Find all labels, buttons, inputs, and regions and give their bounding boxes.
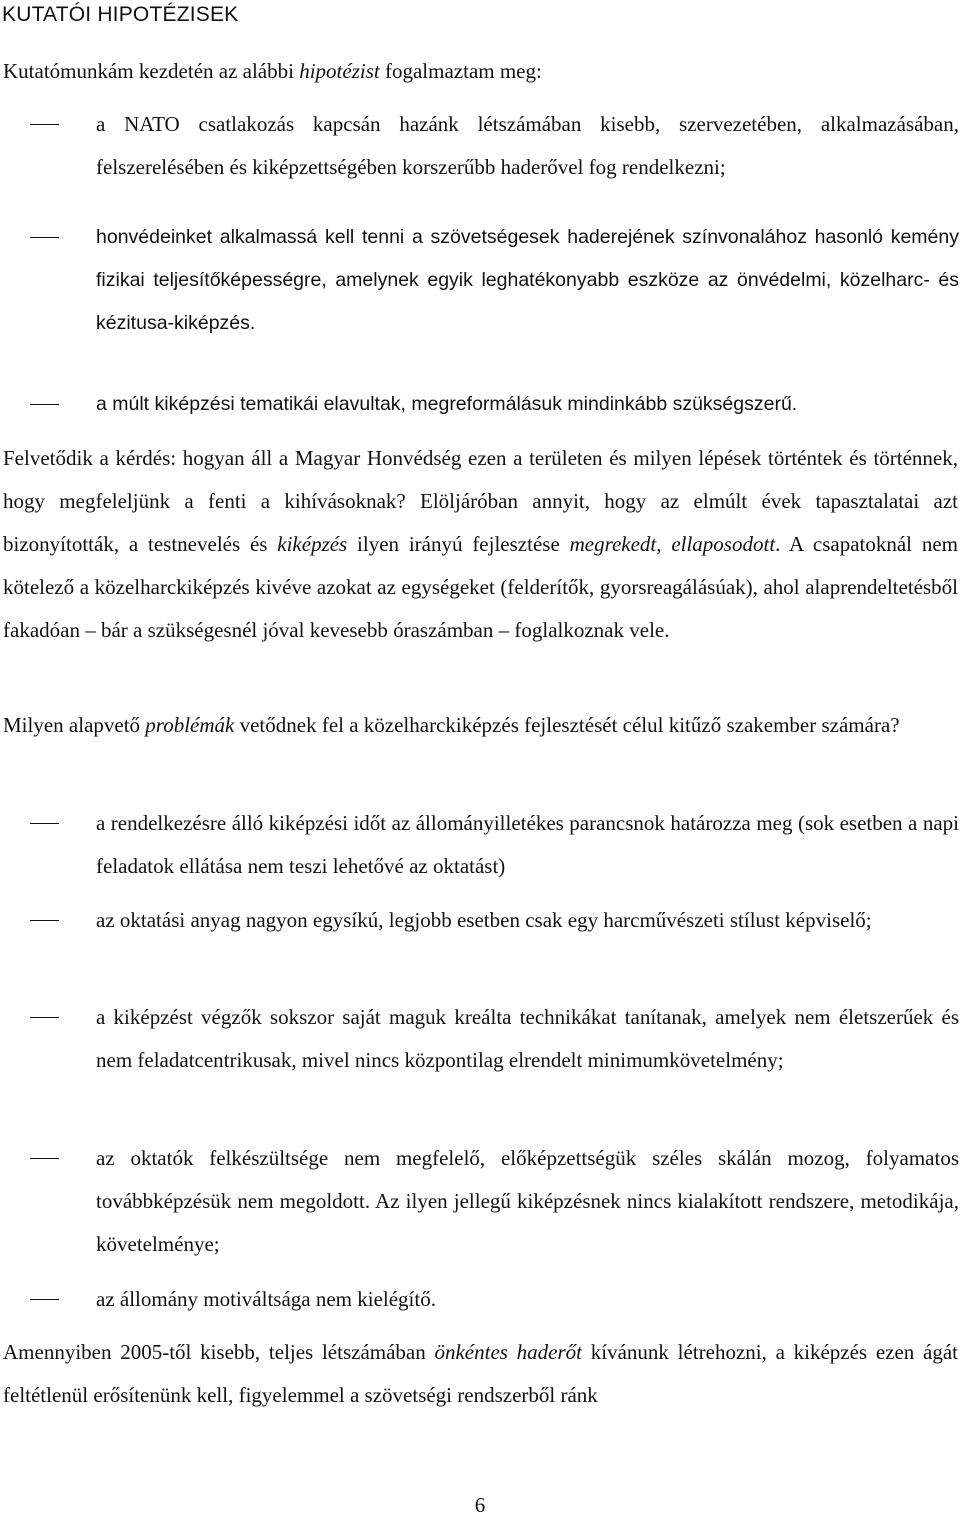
hypothesis-item	[96, 383, 959, 426]
closing-text-before: Amennyiben 2005-től kisebb, teljes létszámában	[3, 1340, 435, 1364]
hypothesis-text: a NATO csatlakozás kapcsán hazánk létszámában kisebb, szervezetében, alkalmazásában, felszerelésében és kiképzettségében korszerűbb haderővel fog rendelkezni;	[96, 112, 959, 179]
intro-italic-term: hipotézist	[299, 59, 380, 83]
question-italic-2: megrekedt, ellaposodott	[569, 532, 776, 556]
problem-text: az oktatók felkészültsége nem megfelelő, előképzettségük széles skálán mozog, folyamatos továbbképzésük nem megoldott. Az ilyen jellegű kiképzésnek nincs kialakított rendszere, metodikája, követelménye;	[96, 1146, 959, 1256]
problems-intro-text-before: Milyen alapvető	[3, 713, 146, 737]
problem-text: a kiképzést végzők sokszor saját maguk kreálta technikákat tanítanak, amelyek nem életszerűek és nem feladatcentrikusak, mivel nincs központilag elrendelt minimumkövetelmény;	[96, 1005, 959, 1072]
dash-bullet-icon	[30, 404, 59, 405]
closing-italic: önkéntes haderőt	[434, 1340, 583, 1364]
question-italic-1: kiképzés	[277, 532, 348, 556]
closing-paragraph	[3, 1331, 958, 1417]
intro-paragraph	[3, 50, 958, 93]
problem-item	[96, 802, 959, 888]
problems-intro-text-after: vetődnek fel a közelharckiképzés fejlesztését célul kitűző szakember számára?	[234, 713, 900, 737]
page-number: 6	[474, 1493, 486, 1517]
dash-bullet-icon	[30, 124, 59, 125]
problem-item	[96, 1278, 959, 1321]
question-paragraph	[3, 437, 958, 652]
hypothesis-item	[96, 103, 959, 189]
dash-bullet-icon	[30, 1017, 59, 1018]
intro-text-before: Kutatómunkám kezdetén az alábbi	[3, 59, 300, 83]
dash-bullet-icon	[30, 920, 59, 921]
problem-item	[96, 1137, 959, 1266]
problems-intro-italic: problémák	[145, 713, 235, 737]
question-text-2: ilyen irányú fejlesztése	[347, 532, 570, 556]
section-heading: KUTATÓI HIPOTÉZISEK	[2, 3, 239, 26]
dash-bullet-icon	[30, 237, 59, 238]
hypothesis-text: honvédeinket alkalmassá kell tenni a szövetségesek haderejének színvonalához hasonló kemény fizikai teljesítőképességre, amelynek egyik leghatékonyabb eszköze az önvédelmi, közelharc- és kézitusa-kiképzés.	[96, 226, 959, 334]
problem-text: az oktatási anyag nagyon egysíkú, legjobb esetben csak egy harcművészeti stílust képviselő;	[96, 908, 872, 932]
dash-bullet-icon	[30, 1299, 59, 1300]
problem-text: az állomány motiváltsága nem kielégítő.	[96, 1287, 436, 1311]
hypothesis-item	[96, 216, 959, 345]
dash-bullet-icon	[30, 823, 59, 824]
problem-item	[96, 899, 959, 942]
problem-item	[96, 996, 959, 1082]
closing-text-after: kívánunk létrehozni, a kiképzés ezen ágát feltétlenül erősítenünk kell, figyelemmel a szövetségi rendszerből ránk	[3, 1340, 958, 1407]
intro-text-after: fogalmaztam meg:	[379, 59, 542, 83]
hypothesis-text: a múlt kiképzési tematikái elavultak, megreformálásuk mindinkább szükségszerű.	[96, 393, 798, 415]
problem-text: a rendelkezésre álló kiképzési időt az állományilletékes parancsnok határozza meg (sok esetben a napi feladatok ellátása nem teszi lehetővé az oktatást)	[96, 811, 959, 878]
question-text-1: Felvetődik a kérdés: hogyan áll a Magyar Honvédség ezen a területen és milyen lépések történtek és történnek, hogy megfeleljünk a fenti a kihívásoknak? Elöljáróban annyit, hogy az elmúlt évek tapasztalatai azt bizonyították, a testnevelés és	[3, 446, 958, 556]
problems-intro-paragraph	[3, 704, 958, 747]
dash-bullet-icon	[30, 1158, 59, 1159]
question-text-3: . A csapatoknál nem kötelező a közelharckiképzés kivéve azokat az egységeket (felderítők, gyorsreagálásúak), ahol alaprendeltetésből fakadóan – bár a szükségesnél jóval kevesebb óraszámban – foglalkoznak vele.	[3, 532, 958, 642]
